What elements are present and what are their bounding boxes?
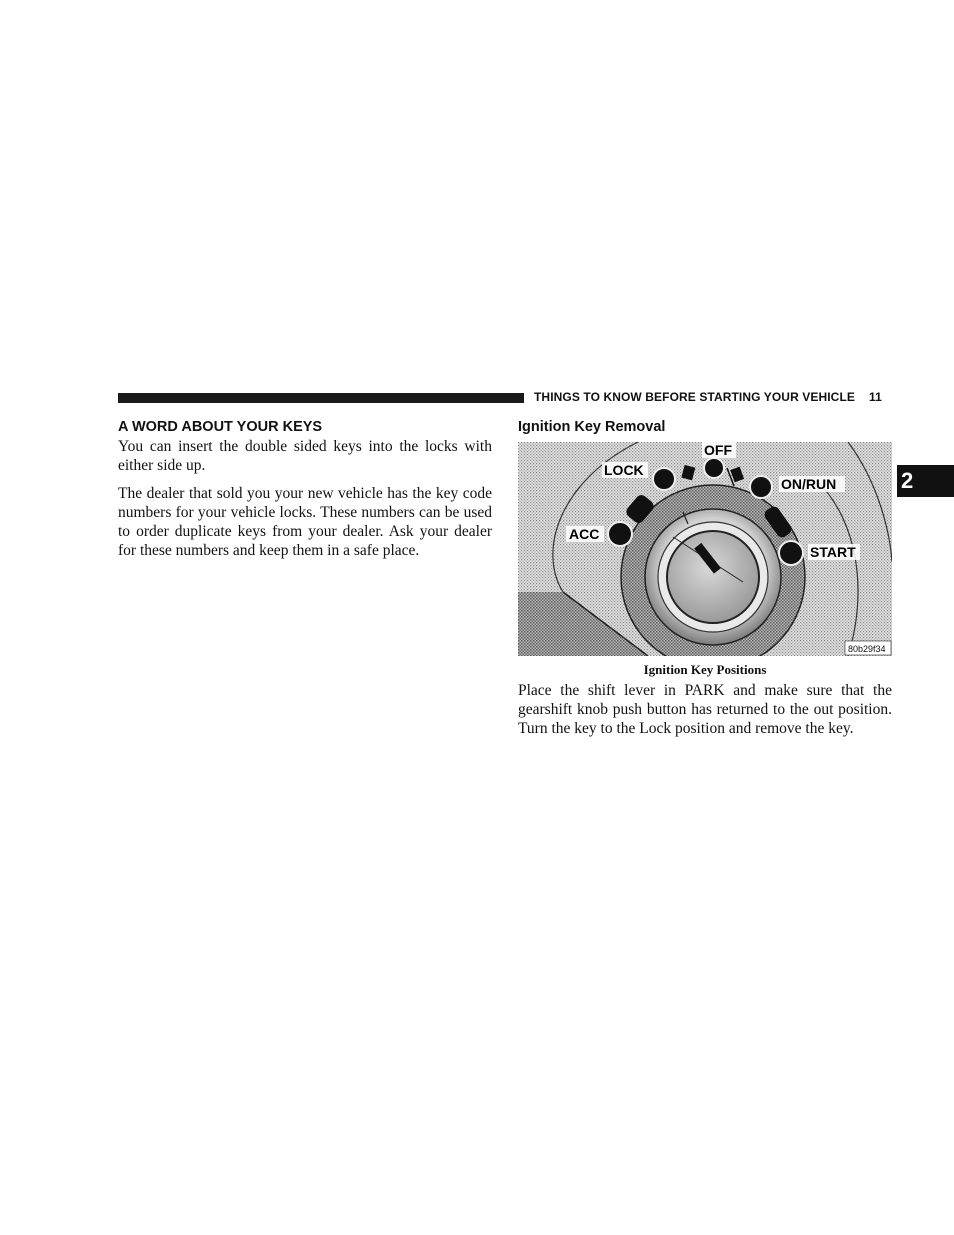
right-column: [518, 418, 892, 747]
label-lock: LOCK: [604, 462, 644, 478]
acc-position-icon: [608, 522, 632, 546]
start-position-icon: [779, 541, 803, 565]
header-rule: [118, 393, 524, 403]
ignition-key-figure: [518, 442, 892, 656]
label-acc: ACC: [569, 526, 600, 542]
label-start: START: [810, 544, 856, 560]
ignition-cylinder: [667, 531, 759, 623]
label-on-run: ON/RUN: [781, 476, 837, 492]
chapter-tab: 2: [897, 465, 954, 497]
off-position-icon: [704, 458, 724, 478]
figure-caption: Ignition Key Positions: [643, 662, 767, 677]
running-header: [534, 390, 882, 404]
page-number: 11: [868, 390, 882, 404]
image-code: 80b29f34: [848, 644, 886, 654]
keys-heading: A WORD ABOUT YOUR KEYS: [118, 419, 323, 435]
on-run-position-icon: [750, 476, 772, 498]
lock-position-icon: [653, 468, 675, 490]
removal-heading: Ignition Key Removal: [518, 419, 666, 435]
keys-paragraph-2: The dealer that sold you your new vehicle has the key code numbers for your vehicle locks. These numbers can be used to order duplicate keys from your dealer. Ask your dealer for these numbers and keep them in a safe place.: [118, 485, 492, 559]
label-off: OFF: [704, 442, 732, 458]
keys-paragraph-1: You can insert the double sided keys into the locks with either side up.: [118, 438, 492, 474]
removal-paragraph: Place the shift lever in PARK and make sure that the gearshift knob push button has returned to the out position. Turn the key to the Lock position and remove the key.: [518, 682, 892, 737]
left-column: [118, 418, 492, 569]
section-title: THINGS TO KNOW BEFORE STARTING YOUR VEHICLE: [534, 390, 855, 404]
